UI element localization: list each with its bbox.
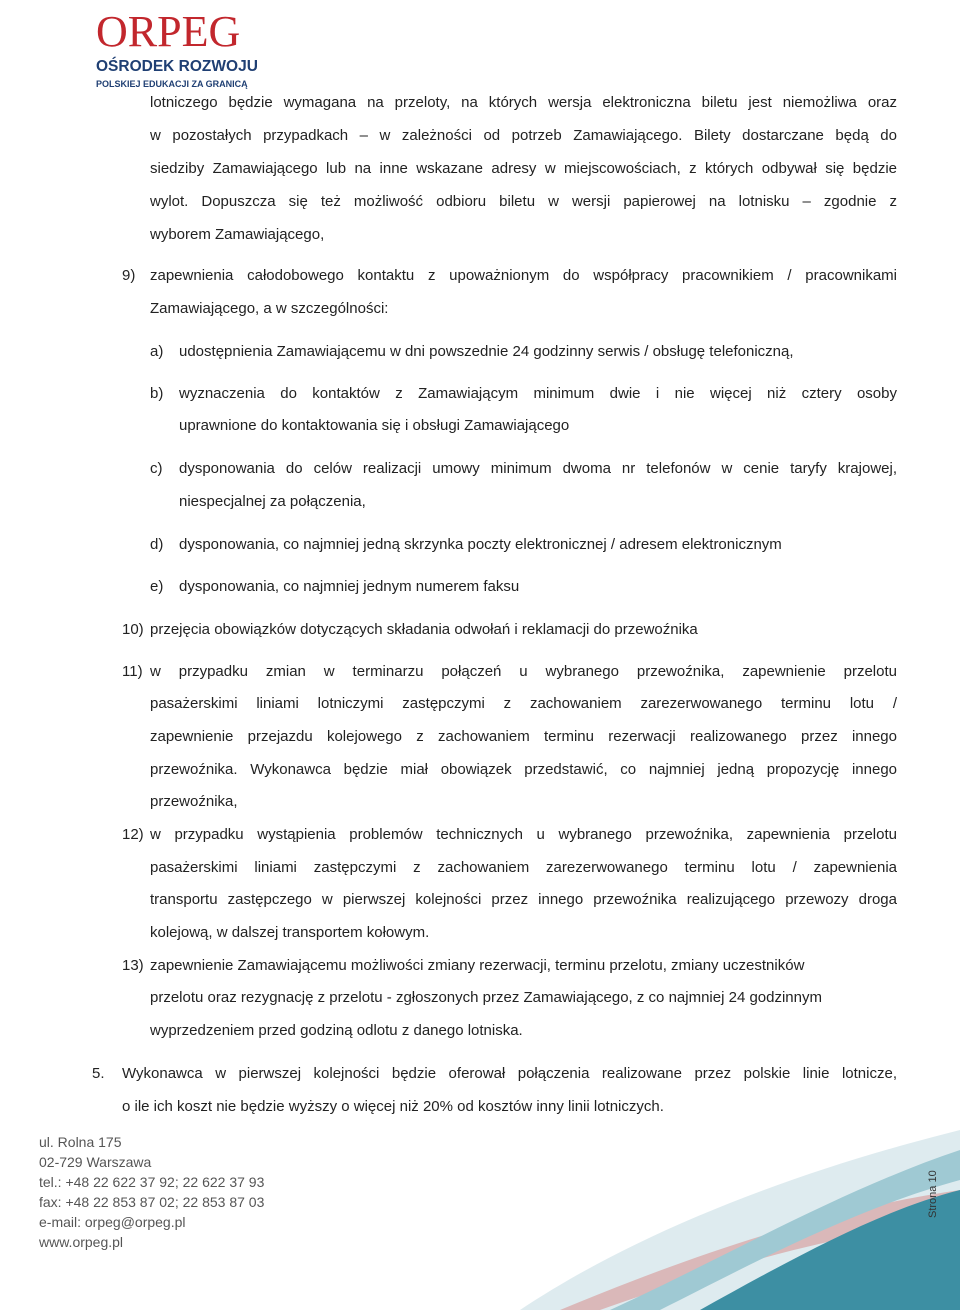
- footer-contact: [39, 1132, 264, 1252]
- item-number: 5.: [92, 1065, 105, 1082]
- item-line: pasażerskimi liniami lotniczymi zastępczymi z zachowaniem zarezerwowanego terminu lotu /: [150, 695, 897, 712]
- item-line: zapewnienia całodobowego kontaktu z upoważnionym do współpracy pracownikiem / pracownikami: [150, 267, 897, 284]
- sub-item-mark: c): [150, 460, 163, 477]
- sub-item-line: dysponowania do celów realizacji umowy minimum dwoma nr telefonów w cenie taryfy krajowej,: [179, 460, 897, 477]
- item-line: o ile ich koszt nie będzie wyższy o więcej niż 20% od kosztów inny linii lotniczych.: [122, 1098, 664, 1115]
- item-line: przelotu oraz rezygnację z przelotu - zgłoszonych przez Zamawiającego, z co najmniej 24 godzinnym: [150, 989, 822, 1006]
- sub-item-line: wyznaczenia do kontaktów z Zamawiającym minimum dwie i nie więcej niż cztery osoby: [179, 385, 897, 402]
- intro-line: siedziby Zamawiającego lub na inne wskazane adresy w miejscowościach, z których odbywał się będzie: [150, 160, 897, 177]
- footer-tel: tel.: +48 22 622 37 92; 22 622 37 93: [39, 1174, 265, 1190]
- footer-city: 02-729 Warszawa: [39, 1154, 152, 1170]
- item-line: zapewnienie przejazdu kolejowego z zachowaniem terminu rezerwacji realizowanego przez innego: [150, 728, 897, 745]
- item-number: 12): [122, 826, 144, 843]
- sub-item-line: udostępnienia Zamawiającemu w dni powszednie 24 godzinny serwis / obsługę telefoniczną,: [179, 343, 794, 360]
- page-number-label: Strona 10: [927, 1170, 939, 1218]
- item-line: pasażerskimi liniami zastępczymi z zachowaniem zarezerwowanego terminu lotu / zapewnienia: [150, 859, 897, 876]
- item-line: Wykonawca w pierwszej kolejności będzie oferował połączenia realizowane przez polskie linie lotnicze,: [122, 1065, 897, 1082]
- footer-email: e-mail: orpeg@orpeg.pl: [39, 1214, 186, 1230]
- item-line: w przypadku wystąpienia problemów technicznych u wybranego przewoźnika, zapewnienia przelotu: [150, 826, 897, 843]
- footer-fax: fax: +48 22 853 87 02; 22 853 87 03: [39, 1194, 265, 1210]
- item-line: przejęcia obowiązków dotyczących składania odwołań i reklamacji do przewoźnika: [150, 621, 698, 638]
- item-number: 10): [122, 621, 144, 638]
- sub-item-mark: e): [150, 578, 164, 595]
- logo-sub1-text: OŚRODEK ROZWOJU: [96, 58, 258, 75]
- item-line: kolejową, w dalszej transportem kołowym.: [150, 924, 430, 941]
- item-line: Zamawiającego, a w szczególności:: [150, 300, 389, 317]
- orpeg-logo: [94, 4, 266, 94]
- sub-item-mark: b): [150, 385, 164, 402]
- footer-web: www.orpeg.pl: [39, 1234, 124, 1250]
- sub-item-line: dysponowania, co najmniej jednym numerem faksu: [179, 578, 520, 595]
- item-number: 9): [122, 267, 136, 284]
- intro-line: w pozostałych przypadkach – w zależności od potrzeb Zamawiającego. Bilety dostarczane będą do: [150, 127, 897, 144]
- sub-item-line: dysponowania, co najmniej jedną skrzynka poczty elektronicznej / adresem elektronicznym: [179, 536, 782, 553]
- item-line: przewoźnika,: [150, 793, 238, 810]
- intro-line: wyborem Zamawiającego,: [150, 226, 325, 243]
- item-number: 11): [122, 663, 143, 680]
- item-line: zapewnienie Zamawiającemu możliwości zmiany rezerwacji, terminu przelotu, zmiany uczestników: [150, 957, 805, 974]
- item-line: przewoźnika. Wykonawca będzie miał obowiązek przedstawić, co najmniej jedną propozycję innego: [150, 761, 897, 778]
- item-number: 13): [122, 957, 144, 974]
- logo-main-text: ORPEG: [96, 7, 241, 56]
- intro-line: wylot. Dopuszcza się też możliwość odbioru biletu w wersji papierowej na lotnisku – zgodnie z: [150, 193, 897, 210]
- page-number: [922, 1160, 942, 1220]
- item-line: wyprzedzeniem przed godziną odlotu z danego lotniska.: [150, 1022, 523, 1039]
- item-line: transportu zastępczego w pierwszej kolejności przez innego przewoźnika realizującego przewozy droga: [150, 891, 897, 908]
- sub-item-line: niespecjalnej za połączenia,: [179, 493, 366, 510]
- sub-item-line: uprawnione do kontaktowania się i obsługi Zamawiającego: [179, 417, 570, 434]
- footer-address: ul. Rolna 175: [39, 1134, 122, 1150]
- sub-item-mark: d): [150, 536, 164, 553]
- intro-line: lotniczego będzie wymagana na przeloty, na których wersja elektroniczna biletu jest niemożliwa oraz: [150, 94, 897, 111]
- logo-sub2-text: POLSKIEJ EDUKACJI ZA GRANICĄ: [96, 79, 248, 89]
- sub-item-mark: a): [150, 343, 164, 360]
- item-line: w przypadku zmian w terminarzu połączeń u wybranego przewoźnika, zapewnienie przelotu: [150, 663, 897, 680]
